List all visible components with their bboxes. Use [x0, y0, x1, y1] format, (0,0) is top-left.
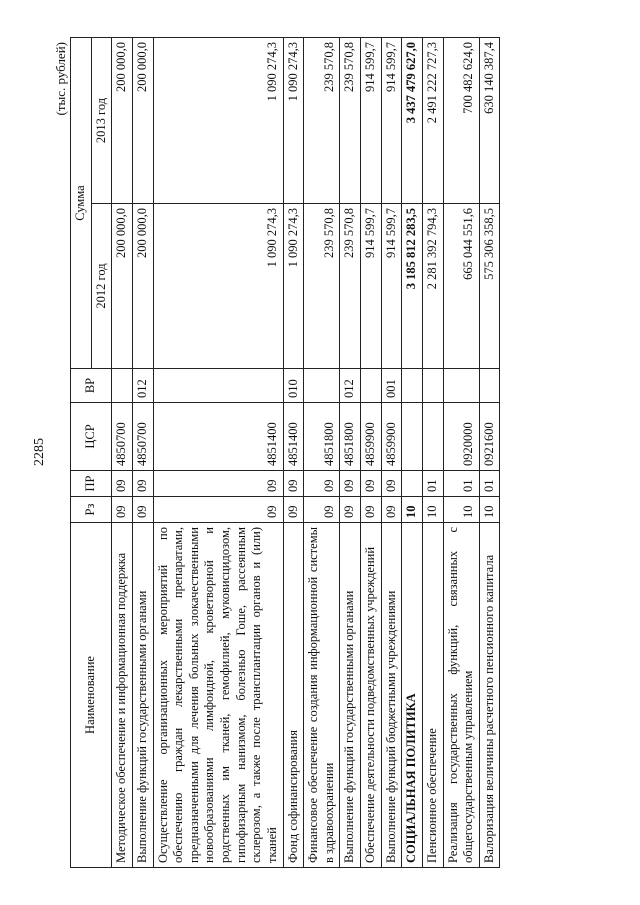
- row-vr: 012: [132, 368, 153, 402]
- header-pr: ПР: [71, 470, 112, 496]
- table-row: [340, 37, 361, 867]
- table-row: [402, 37, 423, 867]
- row-rz: 10: [402, 496, 423, 522]
- row-pr: 01: [443, 470, 479, 496]
- header-rz: Рз: [71, 496, 112, 522]
- row-name: СОЦИАЛЬНАЯ ПОЛИТИКА: [402, 522, 423, 867]
- table-row: [443, 37, 479, 867]
- header-2013: 2013 год: [91, 37, 112, 203]
- budget-table: [70, 37, 500, 868]
- row-vr: [479, 368, 500, 402]
- row-amount-2013: 1 090 274,3: [283, 37, 304, 203]
- row-pr: 01: [479, 470, 500, 496]
- row-csr: 4851400: [283, 402, 304, 470]
- row-csr: 4859900: [381, 402, 402, 470]
- row-rz: 10: [422, 496, 443, 522]
- row-pr: 09: [340, 470, 361, 496]
- row-csr: 4850700: [112, 402, 133, 470]
- row-amount-2013: 239 570,8: [340, 37, 361, 203]
- table-row: [361, 37, 382, 867]
- row-pr: 09: [153, 470, 283, 496]
- row-amount-2013: 239 570,8: [304, 37, 340, 203]
- table-row: [381, 37, 402, 867]
- row-vr: [402, 368, 423, 402]
- row-rz: 09: [381, 496, 402, 522]
- row-name: Выполнение функций государственными органами: [132, 522, 153, 867]
- row-name: Фонд софинансирования: [283, 522, 304, 867]
- row-amount-2012: 200 000,0: [132, 203, 153, 368]
- row-vr: 012: [340, 368, 361, 402]
- header-name: Наименование: [71, 522, 112, 867]
- row-amount-2012: 1 090 274,3: [153, 203, 283, 368]
- row-amount-2012: 200 000,0: [112, 203, 133, 368]
- row-pr: 09: [304, 470, 340, 496]
- row-csr: [422, 402, 443, 470]
- table-row: [304, 37, 340, 867]
- row-amount-2013: 200 000,0: [112, 37, 133, 203]
- row-name: Реализация государственных функций, связанных с общегосударственным управлением: [443, 522, 479, 867]
- table-row: [112, 37, 133, 867]
- table-row: [153, 37, 283, 867]
- units-label: (тыс. рублей): [53, 41, 68, 116]
- row-pr: 09: [381, 470, 402, 496]
- row-csr: 4851800: [340, 402, 361, 470]
- row-amount-2012: 665 044 551,6: [443, 203, 479, 368]
- header-2012: 2012 год: [91, 203, 112, 368]
- row-name: Методическое обеспечение и информационная поддержка: [112, 522, 133, 867]
- row-csr: 4851400: [153, 402, 283, 470]
- row-name: Обеспечение деятельности подведомственных учреждений: [361, 522, 382, 867]
- row-pr: 01: [422, 470, 443, 496]
- row-csr: 4851800: [304, 402, 340, 470]
- row-amount-2013: 700 482 624,0: [443, 37, 479, 203]
- row-name: Выполнение функций бюджетными учреждениями: [381, 522, 402, 867]
- row-rz: 09: [112, 496, 133, 522]
- row-rz: 09: [340, 496, 361, 522]
- row-amount-2012: 239 570,8: [340, 203, 361, 368]
- row-csr: 0920000: [443, 402, 479, 470]
- row-vr: 010: [283, 368, 304, 402]
- row-rz: 09: [304, 496, 340, 522]
- row-amount-2013: 914 599,7: [381, 37, 402, 203]
- header-sum: Сумма: [71, 37, 92, 368]
- row-rz: 09: [283, 496, 304, 522]
- row-csr: 0921600: [479, 402, 500, 470]
- row-name: Финансовое обеспечение создания информационной системы в здравоохранении: [304, 522, 340, 867]
- row-name: Осуществление организационных мероприятий по обеспечению граждан лекарственными препаратами, предназначенными для лечения больных злокачественными новообразованиями лимфоидной, кроветворной и родственных им тканей, гемофилией, муковисцидозом, гипофизарным нанизмом, болезнью Гоше, рассеянным склерозом, а также после трансплантации органов и (или) тканей: [153, 522, 283, 867]
- row-amount-2012: 914 599,7: [381, 203, 402, 368]
- row-rz: 09: [132, 496, 153, 522]
- row-amount-2013: 2 491 222 727,3: [422, 37, 443, 203]
- rotated-page-content: [50, 38, 590, 868]
- table-row: [283, 37, 304, 867]
- row-name: Выполнение функций государственными органами: [340, 522, 361, 867]
- header-row: [71, 37, 92, 867]
- table-body: [112, 37, 500, 867]
- row-pr: 09: [132, 470, 153, 496]
- row-vr: [422, 368, 443, 402]
- row-name: Пенсионное обеспечение: [422, 522, 443, 867]
- row-amount-2013: 914 599,7: [361, 37, 382, 203]
- table-row: [132, 37, 153, 867]
- row-vr: [112, 368, 133, 402]
- row-vr: [304, 368, 340, 402]
- row-csr: 4850700: [132, 402, 153, 470]
- row-pr: 09: [361, 470, 382, 496]
- row-amount-2013: 3 437 479 627,0: [402, 37, 423, 203]
- row-vr: [361, 368, 382, 402]
- row-amount-2013: 200 000,0: [132, 37, 153, 203]
- row-amount-2013: 1 090 274,3: [153, 37, 283, 203]
- row-amount-2012: 1 090 274,3: [283, 203, 304, 368]
- row-amount-2012: 914 599,7: [361, 203, 382, 368]
- row-rz: 10: [443, 496, 479, 522]
- row-csr: 4859900: [361, 402, 382, 470]
- page-number: 2285: [32, 438, 47, 466]
- row-rz: 09: [153, 496, 283, 522]
- row-rz: 10: [479, 496, 500, 522]
- row-pr: 09: [112, 470, 133, 496]
- table-row: [479, 37, 500, 867]
- row-amount-2012: 239 570,8: [304, 203, 340, 368]
- row-vr: [443, 368, 479, 402]
- row-amount-2012: 575 306 358,5: [479, 203, 500, 368]
- table-row: [422, 37, 443, 867]
- row-name: Валоризация величины расчетного пенсионного капитала: [479, 522, 500, 867]
- header-vr: ВР: [71, 368, 112, 402]
- row-amount-2013: 630 140 387,4: [479, 37, 500, 203]
- row-pr: [402, 470, 423, 496]
- row-vr: 001: [381, 368, 402, 402]
- row-csr: [402, 402, 423, 470]
- row-amount-2012: 2 281 392 794,3: [422, 203, 443, 368]
- row-rz: 09: [361, 496, 382, 522]
- header-csr: ЦСР: [71, 402, 112, 470]
- row-vr: [153, 368, 283, 402]
- row-pr: 09: [283, 470, 304, 496]
- row-amount-2012: 3 185 812 283,5: [402, 203, 423, 368]
